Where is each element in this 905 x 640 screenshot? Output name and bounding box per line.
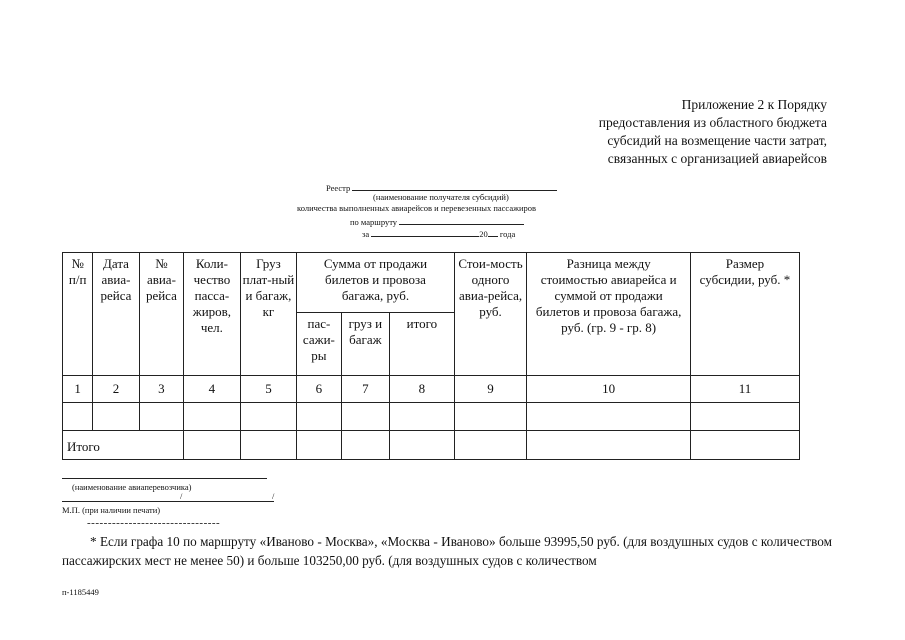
period-line: [362, 227, 515, 240]
column-number: 2: [93, 376, 139, 403]
column-number: 3: [139, 376, 183, 403]
empty-cell: [184, 431, 241, 460]
column-number: 8: [390, 376, 455, 403]
appendix-line: связанных с организацией авиарейсов: [607, 151, 827, 166]
empty-cell: [139, 403, 183, 431]
header-sub-passengers: пас-сажи-ры: [297, 313, 341, 376]
header-sub-total: итого: [390, 313, 455, 376]
appendix-header: [507, 96, 827, 168]
empty-cell: [297, 403, 341, 431]
column-number: 9: [454, 376, 527, 403]
header-date: Дата авиа-рейса: [93, 253, 139, 376]
route-blank: [399, 215, 524, 225]
year-suffix: года: [499, 229, 516, 239]
table-row: [63, 403, 800, 431]
header-subsidy: Размер субсидии, руб. *: [690, 253, 799, 376]
empty-cell: [454, 431, 527, 460]
separator-line: --------------------------------: [87, 517, 221, 529]
signature-blank: [62, 501, 274, 502]
year-blank: [488, 227, 498, 237]
empty-cell: [240, 403, 297, 431]
empty-cell: [390, 431, 455, 460]
header-num: № п/п: [63, 253, 93, 376]
signature-slash: /: [272, 491, 275, 501]
empty-cell: [390, 403, 455, 431]
appendix-line: субсидий на возмещение части затрат,: [607, 133, 827, 148]
empty-cell: [454, 403, 527, 431]
appendix-line: предоставления из областного бюджета: [598, 115, 827, 130]
header-flight-no: № авиа-рейса: [139, 253, 183, 376]
signature-slash: /: [180, 491, 183, 501]
column-number: 10: [527, 376, 691, 403]
empty-cell: [297, 431, 341, 460]
period-prefix: за: [362, 229, 370, 239]
empty-cell: [240, 431, 297, 460]
column-number: 7: [341, 376, 389, 403]
header-flight-cost: Стои-мость одного авиа-рейса, руб.: [454, 253, 527, 376]
header-sales-sum: Сумма от продажи билетов и провоза багажа, руб.: [297, 253, 454, 313]
column-number: 6: [297, 376, 341, 403]
column-number: 1: [63, 376, 93, 403]
total-label: Итого: [63, 431, 184, 460]
empty-cell: [341, 403, 389, 431]
stamp-caption: М.П. (при наличии печати): [62, 505, 161, 515]
empty-cell: [690, 403, 799, 431]
header-sub-cargo: груз и багаж: [341, 313, 389, 376]
period-blank: [371, 227, 479, 237]
reestr-label: Реестр: [326, 183, 351, 193]
year-prefix: 20: [479, 229, 488, 239]
total-row: [63, 431, 800, 460]
empty-cell: [93, 403, 139, 431]
footnote-text: * Если графа 10 по маршруту «Иваново - Москва», «Москва - Иваново» больше 93995,50 руб. (для воздушных судов с количеством пассажирских мест не менее 50) и больше 103250,00 руб. (для воздушных судов с количеством: [62, 534, 832, 568]
column-number: 4: [184, 376, 241, 403]
document-id: п-1185449: [62, 587, 99, 597]
empty-cell: [527, 403, 691, 431]
header-cargo: Груз плат-ный и багаж, кг: [240, 253, 297, 376]
form-title: количества выполненных авиарейсов и перевезенных пассажиров: [297, 203, 537, 213]
column-number: 5: [240, 376, 297, 403]
empty-cell: [527, 431, 691, 460]
header-difference: Разница между стоимостью авиарейса и суммой от продажи билетов и провоза багажа, руб. (гр. 9 - гр. 8): [527, 253, 691, 376]
empty-cell: [690, 431, 799, 460]
registry-table: [62, 252, 800, 460]
recipient-blank: [352, 181, 557, 191]
empty-cell: [341, 431, 389, 460]
header-passengers: Коли-чество пасса-жиров, чел.: [184, 253, 241, 376]
empty-cell: [184, 403, 241, 431]
route-label: по маршруту: [350, 217, 398, 227]
column-number: 11: [690, 376, 799, 403]
recipient-caption: (наименование получателя субсидий): [373, 192, 509, 202]
empty-cell: [63, 403, 93, 431]
carrier-blank: [62, 478, 267, 479]
appendix-line: Приложение 2 к Порядку: [681, 97, 827, 112]
carrier-caption: (наименование авиаперевозчика): [72, 482, 192, 492]
